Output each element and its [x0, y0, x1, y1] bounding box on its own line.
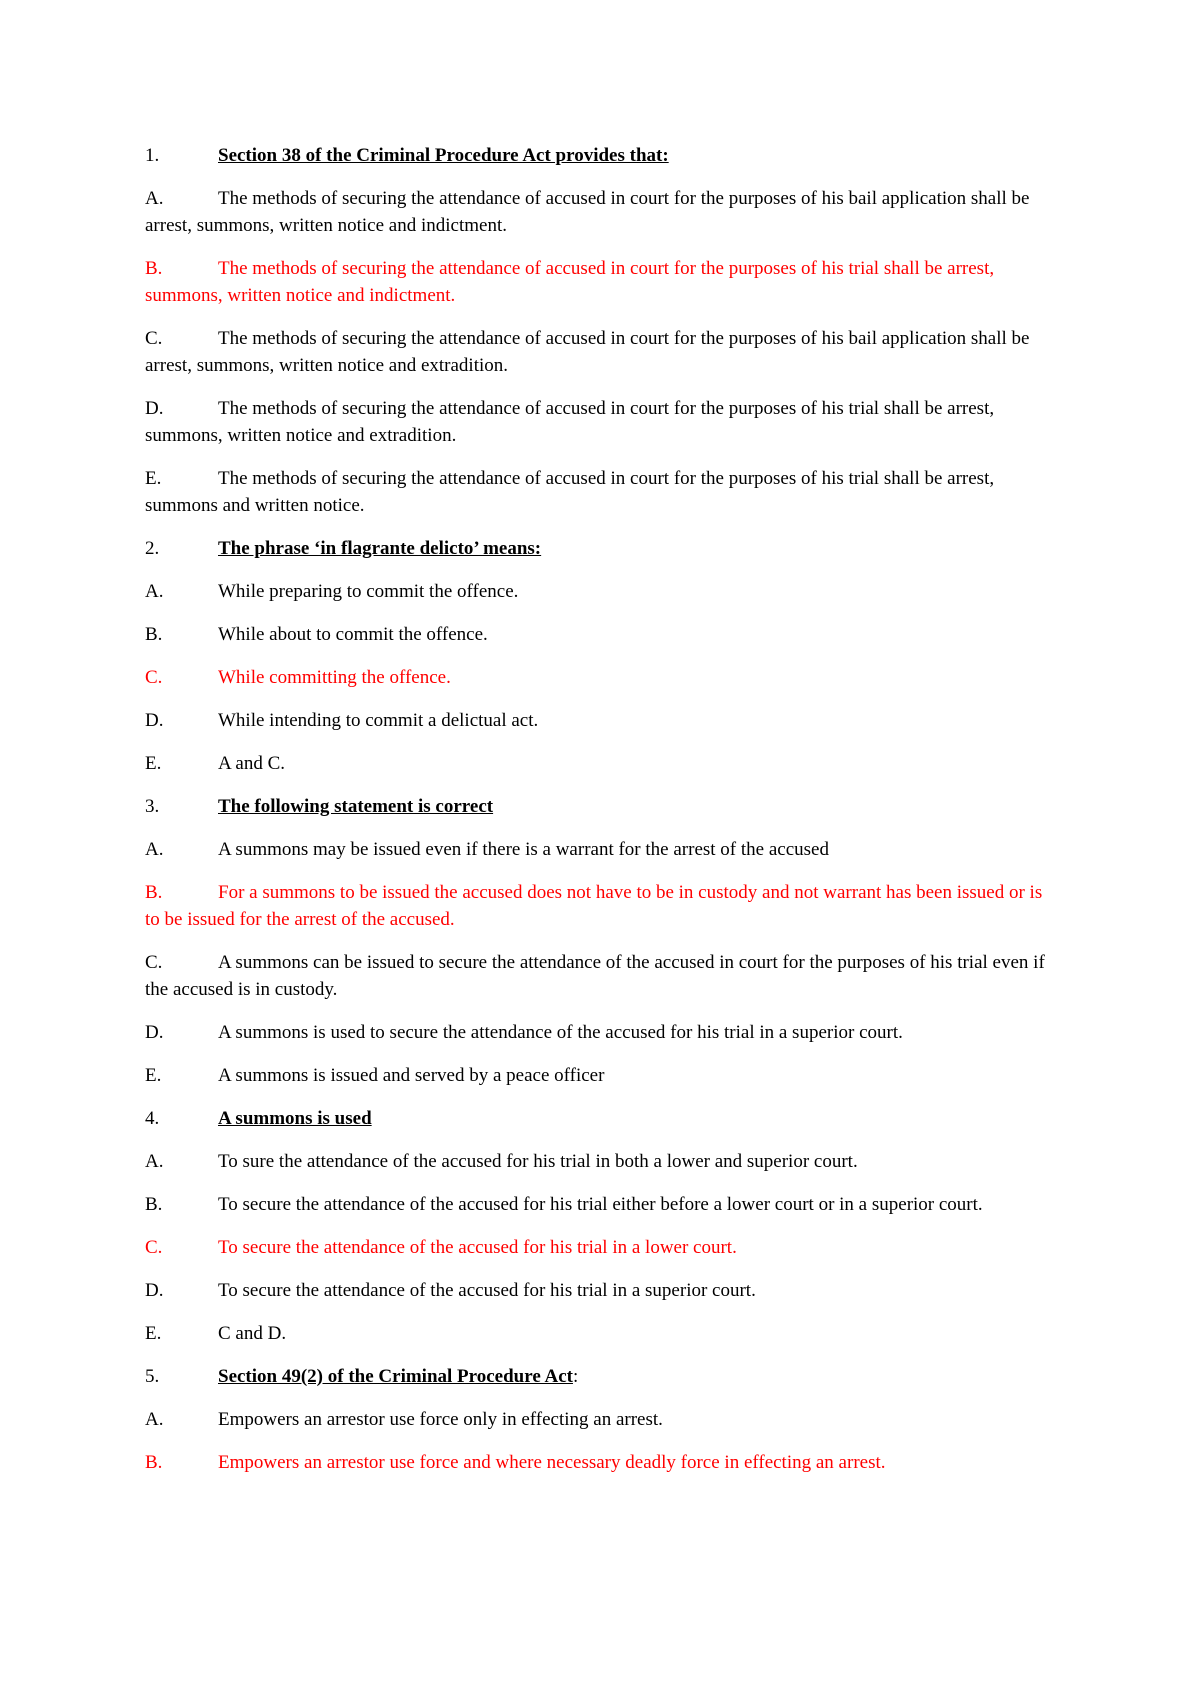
option-text: Empowers an arrestor use force and where necessary deadly force in effecting an arrest.	[218, 1452, 886, 1473]
option-text: A summons is issued and served by a peace officer	[218, 1065, 605, 1086]
option-text: A summons can be issued to secure the attendance of the accused in court for the purposes of his trial even if the accused is in custody.	[145, 952, 1045, 1000]
question-4	[145, 1105, 1060, 1132]
option-label: B.	[145, 1452, 163, 1473]
question-prompt: The following statement is correct	[218, 796, 494, 817]
option-1e	[145, 465, 1060, 519]
option-text: While intending to commit a delictual act.	[218, 710, 539, 731]
option-text: To secure the attendance of the accused for his trial in a superior court.	[218, 1280, 756, 1301]
option-2d	[145, 707, 1060, 734]
option-text: The methods of securing the attendance of accused in court for the purposes of his trial shall be arrest, summons, written notice and indictment.	[145, 258, 995, 306]
option-1d	[145, 395, 1060, 449]
option-text: A summons may be issued even if there is a warrant for the arrest of the accused	[218, 839, 829, 860]
option-2e	[145, 750, 1060, 777]
option-text: The methods of securing the attendance of accused in court for the purposes of his bail application shall be arrest, summons, written notice and extradition.	[145, 328, 1030, 376]
option-text: Empowers an arrestor use force only in effecting an arrest.	[218, 1409, 663, 1430]
question-number: 4.	[145, 1108, 160, 1129]
option-label: D.	[145, 710, 164, 731]
option-text: C and D.	[218, 1323, 287, 1344]
option-text: To secure the attendance of the accused for his trial either before a lower court or in a superior court.	[218, 1194, 983, 1215]
option-text: The methods of securing the attendance of accused in court for the purposes of his trial shall be arrest, summons, written notice and extradition.	[145, 398, 995, 446]
option-label: E.	[145, 468, 162, 489]
option-label: C.	[145, 952, 163, 973]
option-2c-correct	[145, 664, 1060, 691]
option-text: The methods of securing the attendance of accused in court for the purposes of his bail application shall be arrest, summons, written notice and indictment.	[145, 188, 1030, 236]
option-4e	[145, 1320, 1060, 1347]
document-page	[145, 142, 1060, 1492]
question-prompt: Section 49(2) of the Criminal Procedure Act	[218, 1366, 573, 1387]
option-label: B.	[145, 258, 163, 279]
option-text: The methods of securing the attendance of accused in court for the purposes of his trial shall be arrest, summons and written notice.	[145, 468, 995, 516]
option-3e	[145, 1062, 1060, 1089]
question-number: 1.	[145, 145, 160, 166]
option-5a	[145, 1406, 1060, 1433]
option-label: E.	[145, 1065, 162, 1086]
question-prompt-tail: :	[572, 1366, 579, 1387]
option-1a	[145, 185, 1060, 239]
option-text: A and C.	[218, 753, 286, 774]
option-label: D.	[145, 398, 164, 419]
option-5b-correct	[145, 1449, 1060, 1476]
option-1c	[145, 325, 1060, 379]
option-text: To sure the attendance of the accused for his trial in both a lower and superior court.	[218, 1151, 858, 1172]
question-prompt: A summons is used	[218, 1108, 372, 1129]
option-label: C.	[145, 667, 163, 688]
option-4a	[145, 1148, 1060, 1175]
option-label: E.	[145, 753, 162, 774]
question-3	[145, 793, 1060, 820]
option-text: To secure the attendance of the accused for his trial in a lower court.	[218, 1237, 737, 1258]
option-label: A.	[145, 1151, 164, 1172]
question-prompt: The phrase ‘in flagrante delicto’ means:	[218, 538, 542, 559]
option-label: D.	[145, 1280, 164, 1301]
option-label: A.	[145, 188, 164, 209]
option-label: A.	[145, 581, 164, 602]
option-3b-correct	[145, 879, 1060, 933]
question-5	[145, 1363, 1060, 1390]
option-4c-correct	[145, 1234, 1060, 1261]
option-text: While preparing to commit the offence.	[218, 581, 519, 602]
option-2b	[145, 621, 1060, 648]
question-number: 3.	[145, 796, 160, 817]
option-label: C.	[145, 1237, 163, 1258]
option-label: B.	[145, 882, 163, 903]
option-2a	[145, 578, 1060, 605]
option-text: While about to commit the offence.	[218, 624, 488, 645]
option-label: C.	[145, 328, 163, 349]
option-4d	[145, 1277, 1060, 1304]
option-text: For a summons to be issued the accused does not have to be in custody and not warrant has been issued or is to be issued for the arrest of the accused.	[145, 882, 1043, 930]
question-2	[145, 535, 1060, 562]
option-1b-correct	[145, 255, 1060, 309]
option-4b	[145, 1191, 1060, 1218]
option-label: B.	[145, 624, 163, 645]
option-label: D.	[145, 1022, 164, 1043]
question-number: 2.	[145, 538, 160, 559]
option-label: E.	[145, 1323, 162, 1344]
option-3a	[145, 836, 1060, 863]
option-label: A.	[145, 839, 164, 860]
option-3c	[145, 949, 1060, 1003]
option-label: B.	[145, 1194, 163, 1215]
question-prompt: Section 38 of the Criminal Procedure Act provides that:	[218, 145, 669, 166]
option-text: While committing the offence.	[218, 667, 451, 688]
option-text: A summons is used to secure the attendance of the accused for his trial in a superior court.	[218, 1022, 903, 1043]
question-number: 5.	[145, 1366, 160, 1387]
option-3d	[145, 1019, 1060, 1046]
option-label: A.	[145, 1409, 164, 1430]
question-1	[145, 142, 1060, 169]
